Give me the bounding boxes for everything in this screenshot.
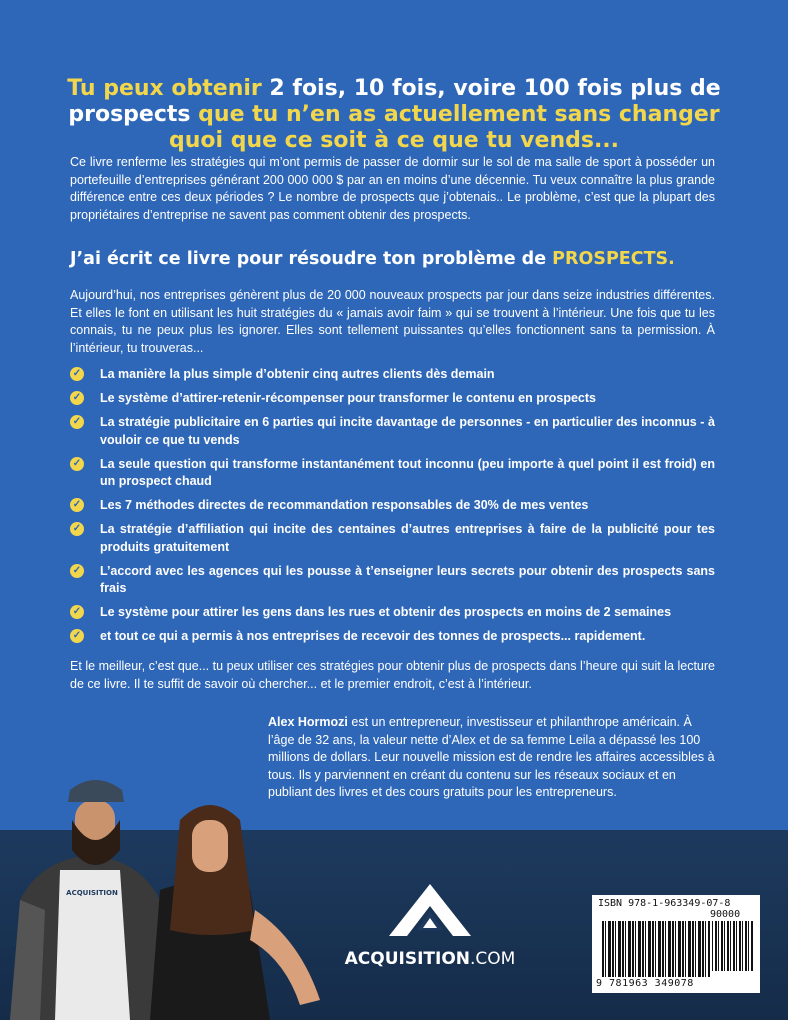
benefit-item bbox=[70, 628, 715, 646]
intro-paragraph: Ce livre renferme les stratégies qui m’ont permis de passer de dormir sur le sol de ma salle de sport à posséder un portefeuille d’entreprises générant 200 000 000 $ par an en moins d’une décennie. Tu veux connaître la plus grande différence entre ces deux périodes ? Le nombre de prospects que j’obtenais.. Le problème, c’est que la plupart des propriétaires d’entreprise ne savent pas comment obtenir des prospects. bbox=[70, 155, 715, 222]
headline bbox=[40, 76, 748, 154]
benefit-item bbox=[70, 604, 715, 622]
headline-part2: 2 fois, 10 fois, voire 100 fois plus bbox=[269, 76, 683, 101]
woman-face bbox=[192, 820, 228, 872]
logo-text-suffix: .COM bbox=[470, 949, 516, 969]
barcode-addon-bars bbox=[712, 921, 754, 971]
benefits-list bbox=[70, 366, 715, 652]
benefit-item bbox=[70, 390, 715, 408]
check-icon: ✓ bbox=[70, 415, 84, 429]
man-cap bbox=[68, 780, 124, 802]
author-bio bbox=[268, 714, 718, 802]
benefit-item bbox=[70, 456, 715, 491]
benefit-text: Le système pour attirer les gens dans les rues et obtenir des prospects en moins de 2 semaines bbox=[100, 605, 672, 619]
benefit-text: La stratégie publicitaire en 6 parties qui incite davantage de personnes - en particulier des inconnus - à vouloir ce que tu vends bbox=[100, 415, 715, 447]
subheading-accent: PROSPECTS. bbox=[552, 249, 675, 269]
benefit-item bbox=[70, 521, 715, 556]
benefit-item bbox=[70, 497, 715, 515]
headline-part4: que tu n’en as actuellement sans changer quoi que ce soit à ce que tu vends... bbox=[168, 102, 720, 153]
shirt-logo-text: ACQUISITION bbox=[66, 889, 118, 897]
benefit-text: Les 7 méthodes directes de recommandation responsables de 30% de mes ventes bbox=[100, 498, 589, 512]
benefit-text: et tout ce qui a permis à nos entreprises de recevoir des tonnes de prospects... rapidement. bbox=[100, 629, 646, 643]
author-name: Alex Hormozi bbox=[268, 715, 348, 729]
isbn-price: 90000 bbox=[710, 909, 741, 920]
authors-photo bbox=[0, 760, 330, 1020]
benefit-text: La manière la plus simple d’obtenir cinq autres clients dès demain bbox=[100, 367, 495, 381]
benefit-text: L’accord avec les agences qui les pousse à t’enseigner leurs secrets pour obtenir des prospects sans frais bbox=[100, 563, 715, 595]
acquisition-logo-text bbox=[330, 949, 530, 969]
logo-text-bold: ACQUISITION bbox=[344, 949, 471, 969]
body-paragraph: Aujourd’hui, nos entreprises génèrent plus de 20 000 nouveaux prospects par jour dans seize industries différentes. Et elles le font en utilisant les huit stratégies du « jamais avoir faim » qui se trouvent à l’intérieur. Une fois que tu les connais, tu ne peux plus les ignorer. Elles sont tellement puissantes qu’elles fonctionnent sans ta permission. À l’intérieur, tu trouveras... bbox=[70, 288, 715, 355]
check-icon: ✓ bbox=[70, 367, 84, 381]
headline-part1: Tu peux obtenir bbox=[67, 76, 270, 101]
closing-paragraph: Et le meilleur, c’est que... tu peux utiliser ces stratégies pour obtenir plus de prospects dans l’heure qui suit la lecture de ce livre. Il te suffit de savoir où chercher... et le premier endroit, c’est à l’intérieur. bbox=[70, 659, 715, 691]
check-icon: ✓ bbox=[70, 564, 84, 578]
barcode-bars bbox=[602, 921, 710, 977]
check-icon: ✓ bbox=[70, 605, 84, 619]
acquisition-logo-icon bbox=[385, 880, 475, 940]
author-bio-text: est un entrepreneur, investisseur et philanthrope américain. À l’âge de 32 ans, la valeur nette d’Alex et de sa femme Leila a dépassé les 100 millions de dollars. Leur nouvelle mission est de rendre les affaires accessibles à tous. Ils y parviennent en créant du contenu sur les réseaux sociaux et en publiant des livres et des cours gratuits pour les entrepreneurs. bbox=[268, 715, 715, 799]
check-icon: ✓ bbox=[70, 522, 84, 536]
benefit-text: Le système d’attirer-retenir-récompenser pour transformer le contenu en prospects bbox=[100, 391, 596, 405]
subheading bbox=[70, 249, 720, 269]
subheading-lead: J’ai écrit ce livre pour résoudre ton problème de bbox=[70, 249, 553, 269]
headline-part3: de prospects bbox=[68, 76, 721, 127]
benefit-text: La stratégie d’affiliation qui incite des centaines d’autres entreprises à faire de la publicité pour tes produits gratuitement bbox=[100, 522, 715, 554]
acquisition-logo bbox=[330, 880, 530, 969]
isbn-digits: 9 781963 349078 bbox=[596, 978, 694, 989]
benefit-item bbox=[70, 366, 715, 384]
isbn-barcode bbox=[592, 895, 760, 993]
benefit-item bbox=[70, 563, 715, 598]
benefit-item bbox=[70, 414, 715, 449]
benefit-text: La seule question qui transforme instantanément tout inconnu (peu importe à quel point il est froid) en un prospect chaud bbox=[100, 456, 715, 488]
check-icon: ✓ bbox=[70, 457, 84, 471]
isbn-label: ISBN 978-1-963349-07-8 bbox=[598, 898, 731, 909]
check-icon: ✓ bbox=[70, 629, 84, 643]
check-icon: ✓ bbox=[70, 391, 84, 405]
check-icon: ✓ bbox=[70, 498, 84, 512]
